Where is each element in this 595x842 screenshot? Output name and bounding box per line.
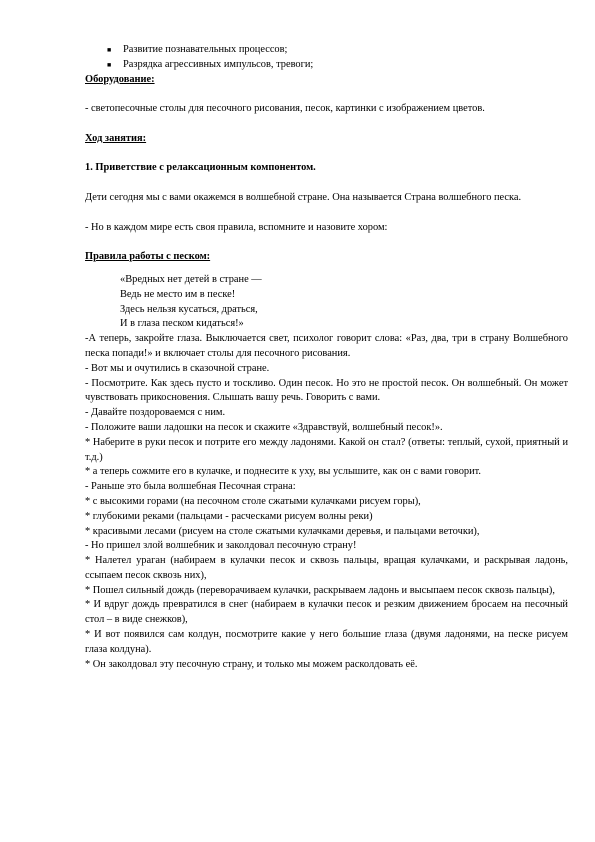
document-body xyxy=(85,43,568,672)
poem-line: Ведь не место им в песке! xyxy=(120,288,236,300)
bullet-icon: ■ xyxy=(107,60,112,69)
poem-line: И в глаза песком кидаться!» xyxy=(120,318,244,330)
list-item-text: Разрядка агрессивных импульсов, тревоги; xyxy=(123,58,314,70)
section-heading: 1. Приветствие с релаксационным компонентом. xyxy=(85,162,316,174)
lesson-heading: Ход занятия: xyxy=(85,132,147,144)
rules-heading: Правила работы с песком: xyxy=(85,251,211,263)
equipment-heading: Оборудование: xyxy=(85,73,155,85)
paragraph: * Он заколдовал эту песочную страну, и только мы можем расколдовать её. xyxy=(85,658,418,670)
bullet-icon: ■ xyxy=(107,46,112,54)
paragraph: * глубокими реками (пальцами - расческами рисуем волны реки) xyxy=(85,510,373,522)
poem xyxy=(85,273,568,332)
list-item xyxy=(85,43,568,58)
poem-line: «Вредных нет детей в стране — xyxy=(120,273,262,285)
list-item xyxy=(85,58,568,73)
rules-intro: - Но в каждом мире есть своя правила, вспомните и назовите хором: xyxy=(85,221,388,233)
paragraph: - Вот мы и очутились в сказочной стране. xyxy=(85,362,270,374)
paragraph: * И вот появился сам колдун, посмотрите какие у него большие глаза (двумя ладонями, на песке рисуем глаза колдуна). xyxy=(85,629,568,655)
paragraph: - Раньше это была волшебная Песочная страна: xyxy=(85,481,296,493)
paragraph: - Посмотрите. Как здесь пусто и тоскливо. Один песок. Но это не простой песок. Он волшебный. Он может чувствовать прикосновения. Слышать вашу речь. Говорить с вами. xyxy=(85,377,568,404)
list-item-text: Развитие познавательных процессов; xyxy=(123,44,288,55)
paragraph: * И вдруг дождь превратился в снег (набираем в кулачки песок и резким движением бросаем на песочный стол – в виде снежков), xyxy=(85,599,568,626)
paragraph: * с высокими горами (на песочном столе сжатыми кулачками рисуем горы), xyxy=(85,495,421,507)
paragraph: - Но пришел злой волшебник и заколдовал песочную страну! xyxy=(85,540,357,552)
poem-line: Здесь нельзя кусаться, драться, xyxy=(120,303,258,315)
paragraph: * Наберите в руки песок и потрите его между ладонями. Какой он стал? (ответы: теплый, сухой, приятный и т.д.) xyxy=(85,436,568,463)
paragraph: * а теперь сожмите его в кулачке, и поднесите к уху, вы услышите, как он с вами говорит. xyxy=(85,466,482,478)
paragraph: * Пошел сильный дождь (переворачиваем кулачки, раскрываем ладонь и высыпаем песок сквозь пальцы), xyxy=(85,584,555,596)
paragraph: * красивыми лесами (рисуем на столе сжатыми кулачками деревья, и пальцами веточки), xyxy=(85,525,480,537)
paragraph: -А теперь, закройте глаза. Выключается свет, психолог говорит слова: «Раз, два, три в страну Волшебного песка попади!» и включает столы для песочного рисования. xyxy=(85,333,568,359)
paragraph: - Давайте поздороваемся с ним. xyxy=(85,407,226,419)
intro-paragraph: Дети сегодня мы с вами окажемся в волшебной стране. Она называется Страна волшебного песка. xyxy=(85,191,522,203)
paragraph: - Положите ваши ладошки на песок и скажите «Здравствуй, волшебный песок!». xyxy=(85,421,443,433)
paragraph: * Налетел ураган (набираем в кулачки песок и сквозь пальцы, вращая кулачками, и раскрывая ладонь, ссыпаем песок сквозь них), xyxy=(85,555,568,581)
equipment-text: - светопесочные столы для песочного рисования, песок, картинки с изображением цветов. xyxy=(85,103,485,115)
